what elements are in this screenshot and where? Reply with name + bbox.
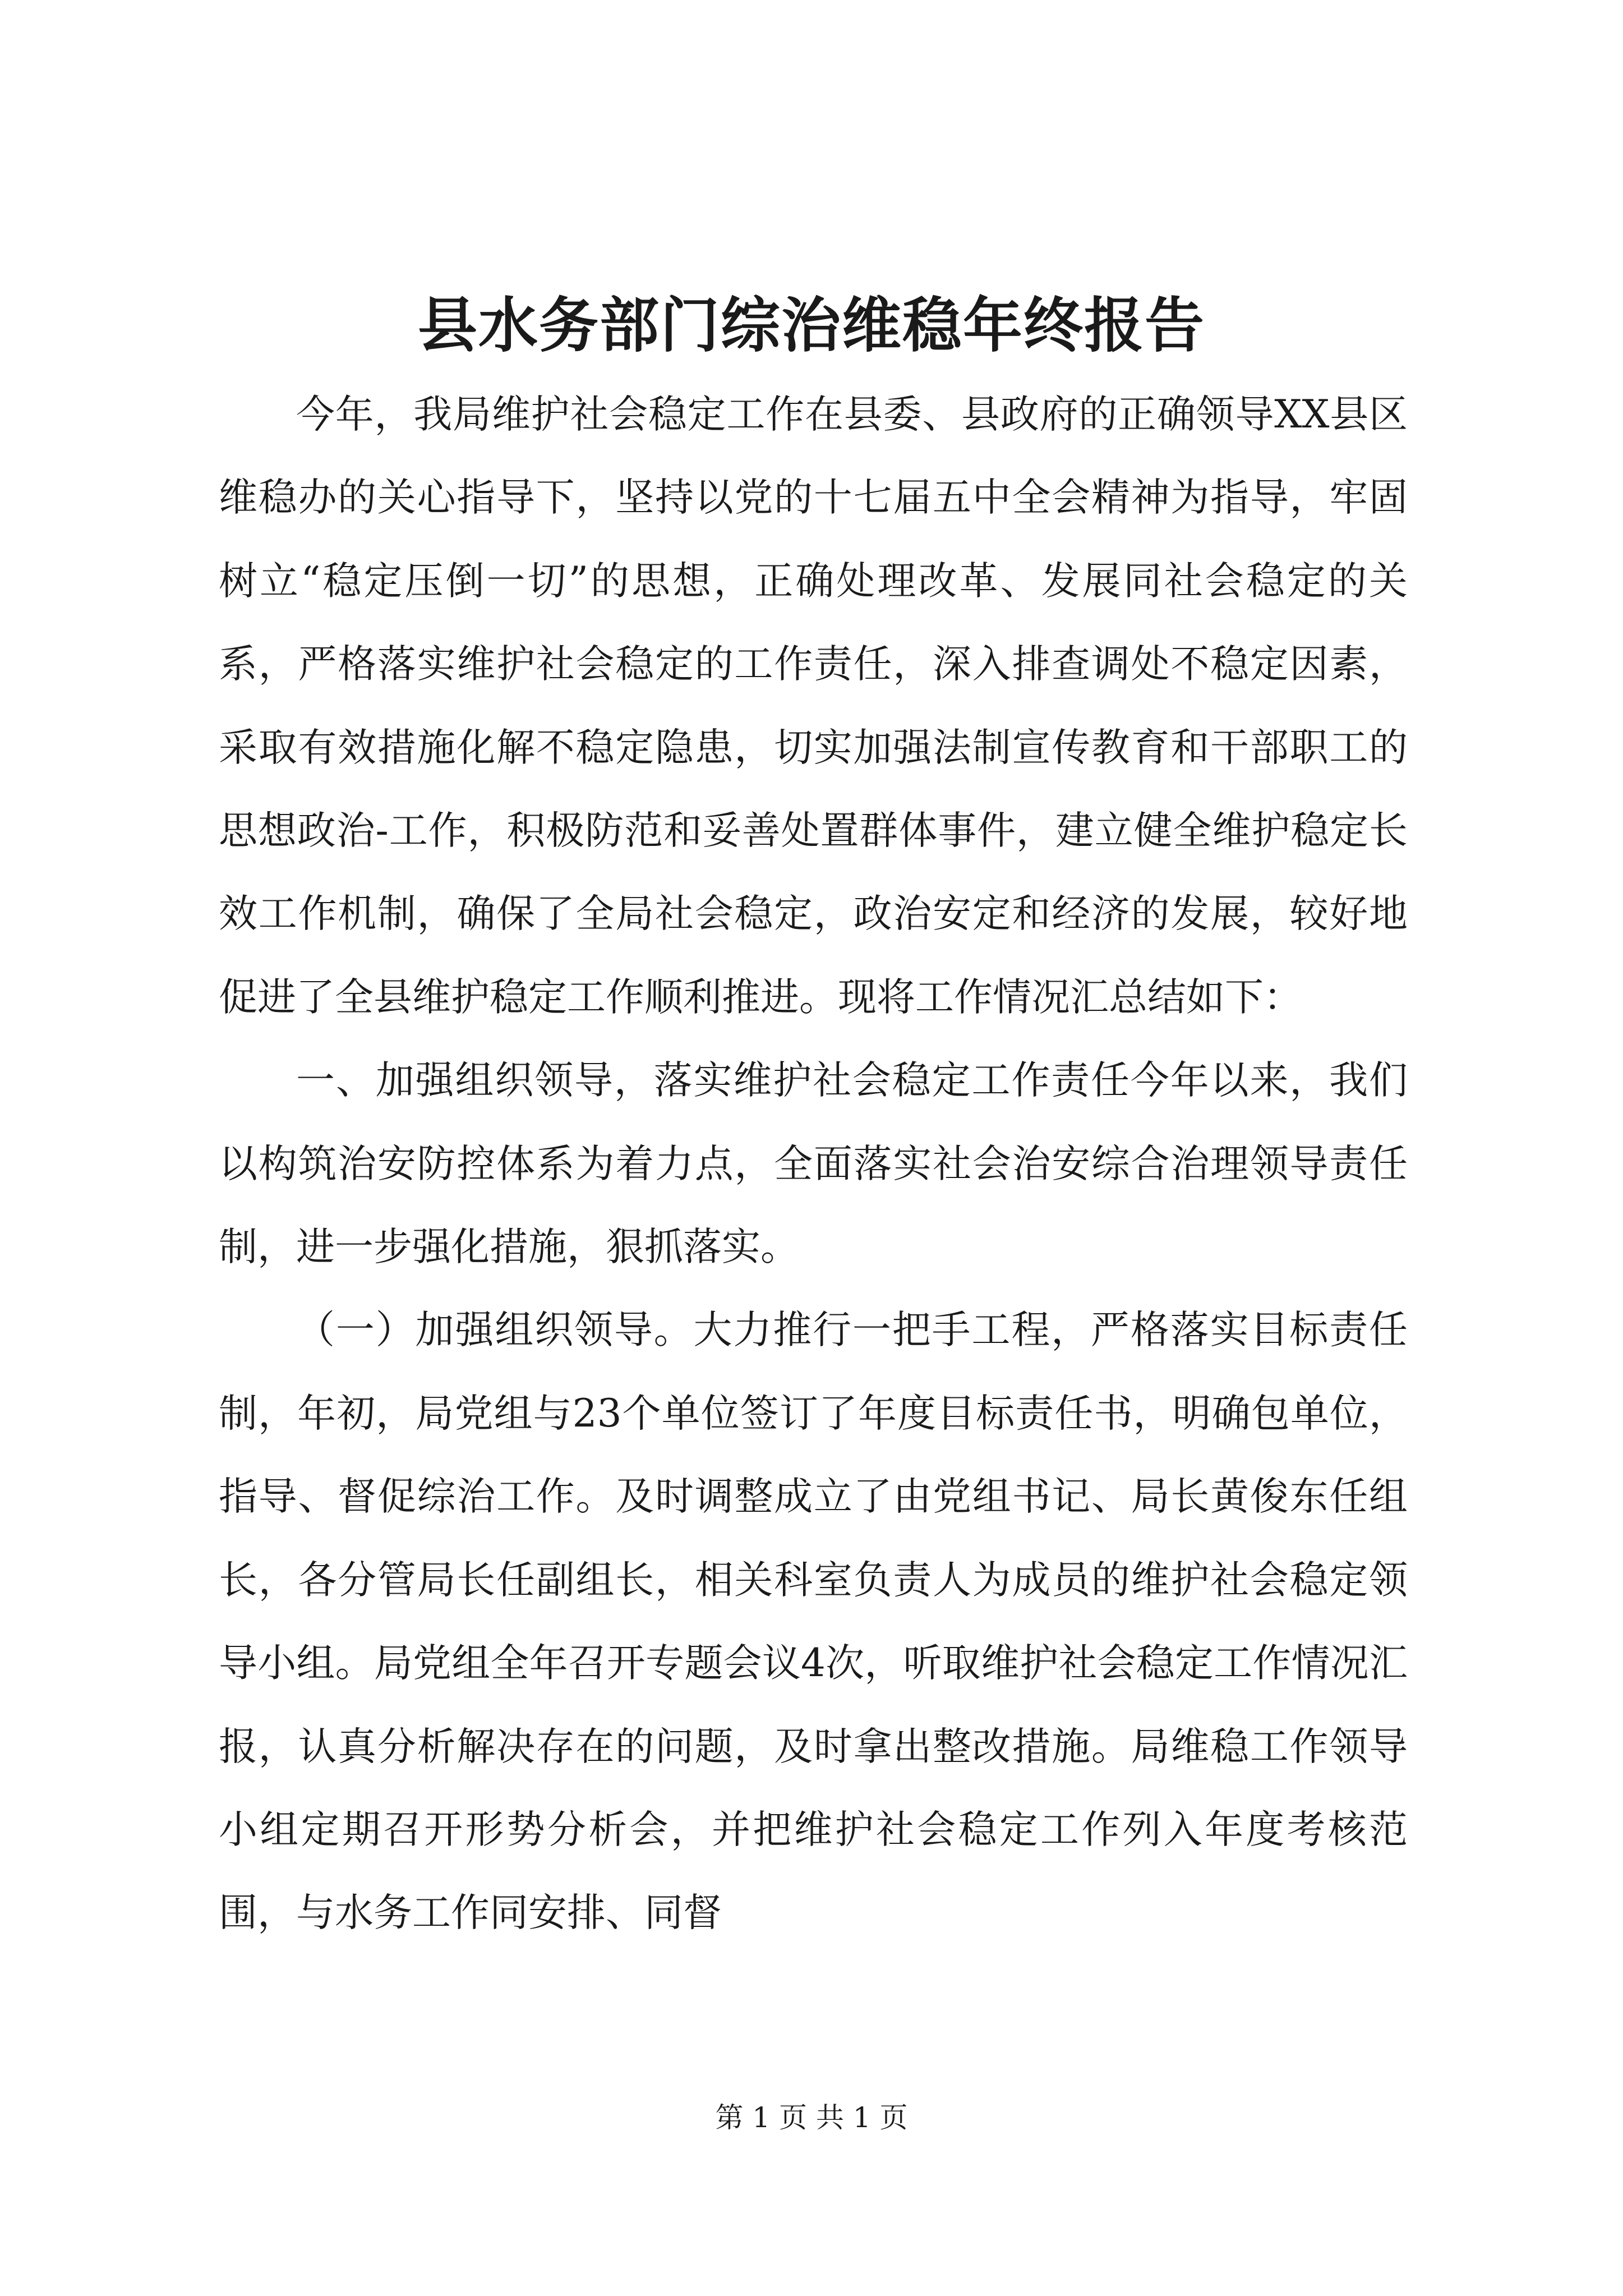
- paragraph-section-one: 一、加强组织领导，落实维护社会稳定工作责任今年以来，我们以构筑治安防控体系为着力点，全面落实社会治安综合治理领导责任制，进一步强化措施，狠抓落实。: [219, 1058, 1408, 1270]
- paragraph-subsection-one: （一）加强组织领导。大力推行一把手工程，严格落实目标责任制，年初，局党组与23个单位签订了年度目标责任书，明确包单位，指导、督促综治工作。及时调整成立了由党组书记、局长黄俊东任组长，各分管局长任副组长，相关科室负责人为成员的维护社会稳定领导小组。局党组全年召开专题会议4次，听取维护社会稳定工作情况汇报，认真分析解决存在的问题，及时拿出整改措施。局维稳工作领导小组定期召开形势分析会，并把维护社会稳定工作列入年度考核范围，与水务工作同安排、同督: [219, 1308, 1408, 1936]
- paragraph-intro: 今年，我局维护社会稳定工作在县委、县政府的正确领导XX县区维稳办的关心指导下，坚持以党的十七届五中全会精神为指导，牢固树立“稳定压倒一切”的思想，正确处理改革、发展同社会稳定的关系，严格落实维护社会稳定的工作责任，深入排查调处不稳定因素，采取有效措施化解不稳定隐患，切实加强法制宣传教育和干部职工的思想政治-工作，积极防范和妥善处置群体事件，建立健全维护稳定长效工作机制，确保了全局社会稳定，政治安定和经济的发展，较好地促进了全县维护稳定工作顺利推进。现将工作情况汇总结如下：: [219, 392, 1408, 1020]
- document-body: [219, 373, 1408, 1955]
- document-title: 县水务部门综治维稳年终报告: [418, 290, 1205, 360]
- page-footer: 第 1 页 共 1 页: [715, 2101, 908, 2134]
